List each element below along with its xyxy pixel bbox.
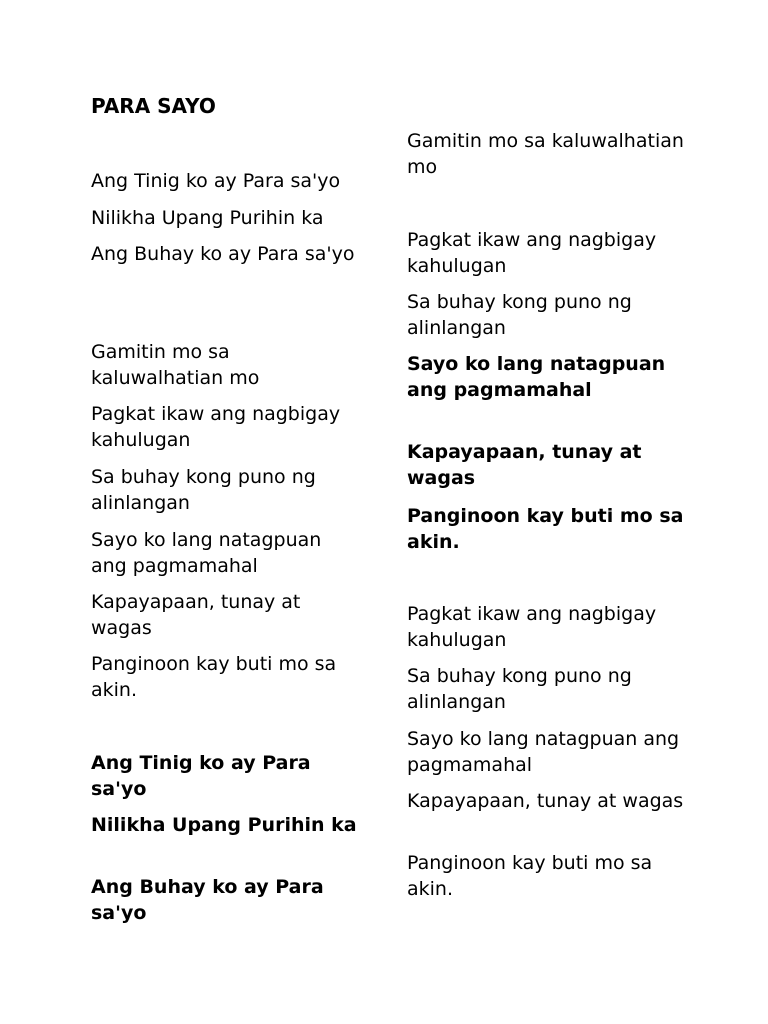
lyric-line: Sa buhay kong puno ng alinlangan bbox=[407, 291, 632, 339]
lyric-line: Sayo ko lang natagpuan ang pagmamahal bbox=[407, 728, 680, 776]
lyric-line-bold: Sayo ko lang natagpuan ang pagmamahal bbox=[407, 353, 666, 401]
lyric-line: Gamitin mo sa kaluwalhatian mo bbox=[407, 130, 684, 178]
lyric-line: Ang Buhay ko ay Para sa'yo bbox=[91, 243, 355, 265]
lyric-line: Panginoon kay buti mo sa akin. bbox=[407, 852, 653, 900]
lyric-line-bold: Nilikha Upang Purihin ka bbox=[91, 814, 357, 836]
lyric-line: Sa buhay kong puno ng alinlangan bbox=[407, 665, 632, 713]
lyric-line-bold: Panginoon kay buti mo sa akin. bbox=[407, 505, 684, 553]
lyric-line: Pagkat ikaw ang nagbigay kahulugan bbox=[407, 603, 657, 651]
lyric-line-bold: Kapayapaan, tunay at wagas bbox=[407, 441, 642, 489]
lyric-line: Ang Tinig ko ay Para sa'yo bbox=[91, 170, 341, 192]
lyric-line: Pagkat ikaw ang nagbigay kahulugan bbox=[91, 403, 341, 451]
lyric-line: Sa buhay kong puno ng alinlangan bbox=[91, 466, 316, 514]
lyric-line-bold: Ang Buhay ko ay Para sa'yo bbox=[91, 876, 324, 924]
lyric-line: Kapayapaan, tunay at wagas bbox=[407, 790, 684, 812]
lyric-line: Panginoon kay buti mo sa akin. bbox=[91, 653, 337, 701]
song-title: PARA SAYO bbox=[91, 94, 216, 118]
lyric-line: Gamitin mo sa kaluwalhatian mo bbox=[91, 341, 260, 389]
lyric-line: Kapayapaan, tunay at wagas bbox=[91, 591, 301, 639]
lyric-line: Nilikha Upang Purihin ka bbox=[91, 207, 324, 229]
lyric-line: Pagkat ikaw ang nagbigay kahulugan bbox=[407, 229, 657, 277]
lyric-line: Sayo ko lang natagpuan ang pagmamahal bbox=[91, 529, 322, 577]
lyric-line-bold: Ang Tinig ko ay Para sa'yo bbox=[91, 752, 311, 800]
